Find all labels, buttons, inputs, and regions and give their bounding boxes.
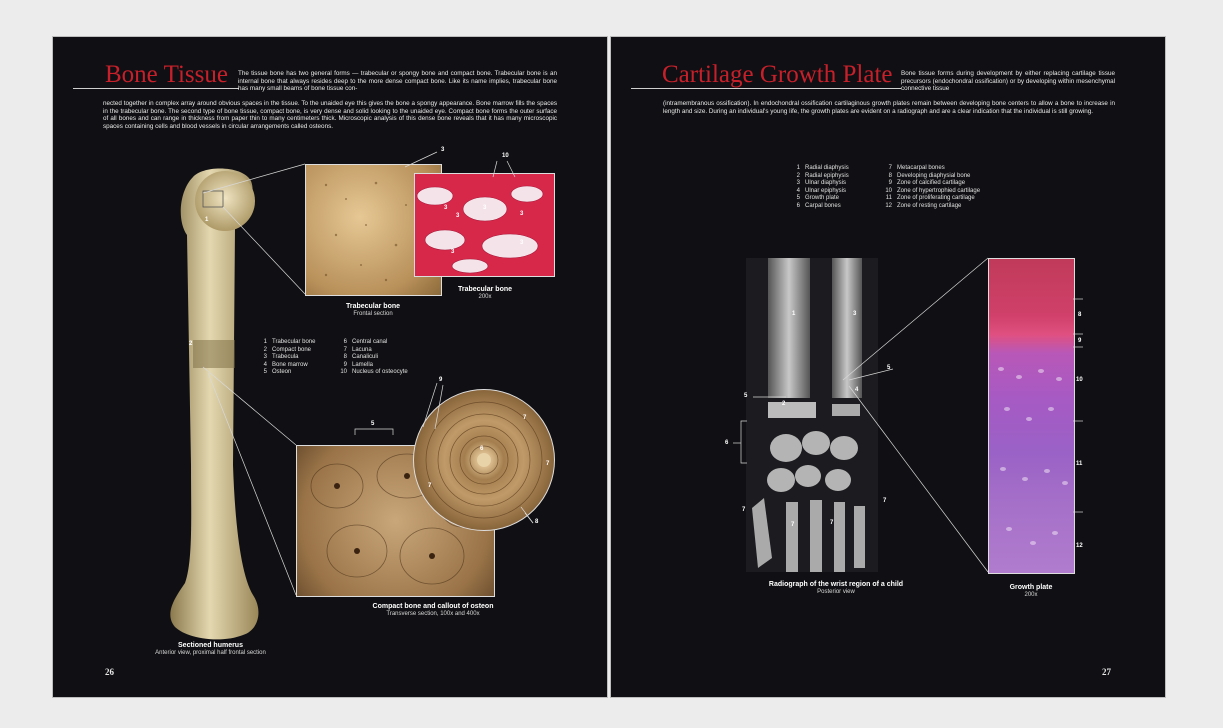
caption-compact-bone: Compact bone and callout of osteon Transverse section, 100x and 400x bbox=[372, 603, 494, 617]
left-page bbox=[53, 37, 607, 697]
trabecular-micrograph bbox=[414, 173, 555, 277]
label-7b: 7 bbox=[546, 461, 550, 467]
label-7d: 7 bbox=[883, 498, 887, 504]
label-10: 10 bbox=[1076, 377, 1083, 383]
legend-list-a: 1 Trabecular bone 2 Compact bone 3 Trabecula 4 Bone marrow 5 Osteon bbox=[263, 339, 316, 376]
page-title: Bone Tissue bbox=[105, 61, 228, 88]
label-7c: 7 bbox=[428, 483, 432, 489]
label-2: 2 bbox=[782, 401, 786, 407]
growth-plate-micrograph bbox=[988, 258, 1075, 574]
label-8: 8 bbox=[535, 519, 539, 525]
label-10: 10 bbox=[502, 153, 509, 159]
label-7a: 7 bbox=[742, 507, 746, 513]
caption-radiograph: Radiograph of the wrist region of a child Posterior view bbox=[768, 581, 904, 595]
caption-trabecular-micro: Trabecular bone 200x bbox=[457, 286, 513, 300]
label-7a: 7 bbox=[523, 415, 527, 421]
label-1: 1 bbox=[205, 217, 209, 223]
humerus-illustration bbox=[163, 165, 273, 655]
label-8: 8 bbox=[1078, 312, 1082, 318]
caption-growth-plate: Growth plate 200x bbox=[1009, 584, 1053, 598]
osteon-callout bbox=[413, 389, 555, 531]
label-3a: 3 bbox=[444, 205, 448, 211]
page-number: 26 bbox=[105, 667, 114, 677]
page-title: Cartilage Growth Plate bbox=[662, 61, 893, 88]
label-6: 6 bbox=[725, 440, 729, 446]
intro-text-body: (intramembranous ossification). In endochondral ossification cartilaginous growth plates remain between developing bone centers to allow a bone to increase in length and size. During an individual's young life, the growth plates are evident on a radiograph and are a clear indication that the individual is still growing. bbox=[663, 100, 1115, 115]
legend-list-b: 7 Metacarpal bones 8 Developing diaphysial bone 9 Zone of calcified cartilage 10 Zone of hypertrophied cartilage 11 Zone of proliferating cartilage 12 Zone of resting cartilage bbox=[885, 165, 981, 209]
label-3b: 3 bbox=[483, 205, 487, 211]
label-5b: 5 bbox=[887, 365, 891, 371]
caption-humerus: Sectioned humerus Anterior view, proximal half frontal section bbox=[155, 642, 266, 656]
label-4: 4 bbox=[855, 387, 859, 393]
legend-list-b: 6 Central canal 7 Lacuna 8 Canaliculi 9 Lamella 10 Nucleus of osteocyte bbox=[340, 339, 408, 376]
wrist-radiograph bbox=[746, 258, 878, 572]
label-3: 3 bbox=[853, 311, 857, 317]
label-9: 9 bbox=[1078, 338, 1082, 344]
caption-trabecular-frontal: Trabecular bone Frontal section bbox=[345, 303, 401, 317]
right-page bbox=[611, 37, 1165, 697]
label-3c: 3 bbox=[456, 213, 460, 219]
label-7c: 7 bbox=[830, 520, 834, 526]
label-5: 5 bbox=[371, 421, 375, 427]
label-3e: 3 bbox=[451, 249, 455, 255]
label-9: 9 bbox=[439, 377, 443, 383]
label-11: 11 bbox=[1076, 461, 1083, 467]
label-7b: 7 bbox=[791, 522, 795, 528]
title-rule bbox=[631, 88, 901, 89]
label-5a: 5 bbox=[744, 393, 748, 399]
intro-text-head: The tissue bone has two general forms — trabecular or spongy bone and compact bone. Trabecular bone is an internal bone that always resides deep to the more dense compact bone. Like its name implies, trabecular bone has many small beams of bone tissue con- bbox=[238, 70, 557, 93]
page-number: 27 bbox=[1102, 667, 1111, 677]
intro-text-body: nected together in complex array around obvious spaces in the tissue. To the unaided eye this gives the bone a spongy appearance. Bone marrow fills the spaces in the trabecular bone. The second type of bone tissue, compact bone, is very dense and solid looking to the unaided eye. Compact bone forms the outer surface of all bones and can range in thickness from paper thin to many centimeters thick. Microscopic analysis of this dense bone reveals that it has many microscopic spaces containing cells and blood vessels in circular arrangements called osteons. bbox=[103, 100, 557, 130]
label-3f: 3 bbox=[520, 240, 524, 246]
label-6: 6 bbox=[480, 446, 484, 452]
label-2: 2 bbox=[189, 341, 193, 347]
legend-list-a: 1 Radial diaphysis 2 Radial epiphysis 3 Ulnar diaphysis 4 Ulnar epiphysis 5 Growth plate 6 Carpal bones bbox=[796, 165, 849, 209]
label-3d: 3 bbox=[520, 211, 524, 217]
label-12: 12 bbox=[1076, 543, 1083, 549]
label-1: 1 bbox=[792, 311, 796, 317]
title-rule bbox=[73, 88, 239, 89]
label-3: 3 bbox=[441, 147, 445, 153]
intro-text-head: Bone tissue forms during development by either replacing cartilage tissue precursors (endochondral ossification) or by developing within mesenchymal connective tissue bbox=[901, 70, 1115, 93]
